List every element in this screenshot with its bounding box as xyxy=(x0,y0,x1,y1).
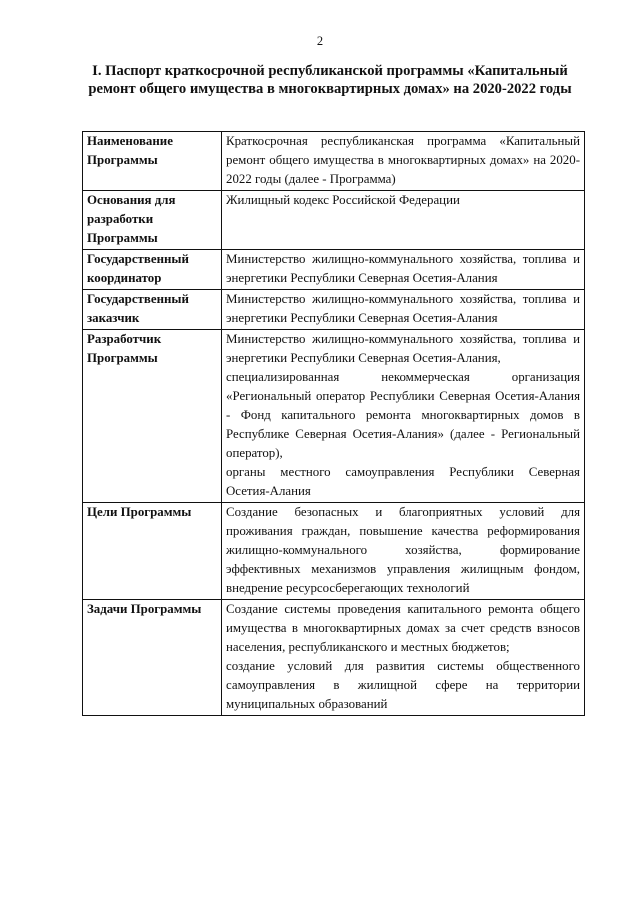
row-paragraph: Создание безопасных и благоприятных условий для проживания граждан, повышение качества реформирования жилищно-коммунального хозяйства, формирование эффективных механизмов управления жилищным фондом, внедрение ресурсосберегающих технологий xyxy=(226,505,580,595)
table-row xyxy=(83,132,585,191)
row-label: Государственный координатор xyxy=(83,250,222,290)
row-paragraph: Министерство жилищно-коммунального хозяйства, топлива и энергетики Республики Северная Осетия-Алания xyxy=(226,292,580,325)
table-row xyxy=(83,503,585,600)
row-label: Наименование Программы xyxy=(83,132,222,191)
row-value xyxy=(222,330,585,503)
row-paragraph: Создание системы проведения капитального ремонта общего имущества в многоквартирных домах за счет средств взносов населения, республиканского и местных бюджетов; xyxy=(226,602,580,654)
row-value xyxy=(222,191,585,250)
row-paragraph: Жилищный кодекс Российской Федерации xyxy=(226,193,460,207)
row-label: Разработчик Программы xyxy=(83,330,222,503)
row-paragraph: Краткосрочная республиканская программа «Капитальный ремонт общего имущества в многоквартирных домах» на 2020-2022 годы (далее - Программа) xyxy=(226,134,580,186)
table-row xyxy=(83,290,585,330)
row-paragraph: Министерство жилищно-коммунального хозяйства, топлива и энергетики Республики Северная Осетия-Алания xyxy=(226,252,580,285)
table-row xyxy=(83,191,585,250)
table-row xyxy=(83,600,585,716)
table-row xyxy=(83,250,585,290)
row-value xyxy=(222,503,585,600)
document-title-line-1: I. Паспорт краткосрочной республиканской программы «Капитальный xyxy=(92,63,568,79)
row-paragraph: специализированная некоммерческая организация «Региональный оператор Республики Северная Осетия-Алания - Фонд капитального ремонта многоквартирных домов в Республике Северная Осетия-Алания» (далее - Региональный оператор), xyxy=(226,370,580,460)
row-paragraph: создание условий для развития системы общественного самоуправления в жилищной сфере на территории муниципальных образований xyxy=(226,659,580,711)
row-value xyxy=(222,290,585,330)
document-title-line-2: ремонт общего имущества в многоквартирных домах» на 2020-2022 годы xyxy=(88,81,572,97)
row-paragraph: органы местного самоуправления Республики Северная Осетия-Алания xyxy=(226,465,580,498)
program-passport-table xyxy=(82,131,585,716)
row-label: Задачи Программы xyxy=(83,600,222,716)
page-number: 2 xyxy=(316,34,324,48)
row-label: Государственный заказчик xyxy=(83,290,222,330)
row-paragraph: Министерство жилищно-коммунального хозяйства, топлива и энергетики Республики Северная Осетия-Алания, xyxy=(226,332,580,365)
row-label: Цели Программы xyxy=(83,503,222,600)
table-row xyxy=(83,330,585,503)
row-label: Основания для разработки Программы xyxy=(83,191,222,250)
document-title xyxy=(60,62,600,98)
row-value xyxy=(222,250,585,290)
row-value xyxy=(222,600,585,716)
row-value xyxy=(222,132,585,191)
